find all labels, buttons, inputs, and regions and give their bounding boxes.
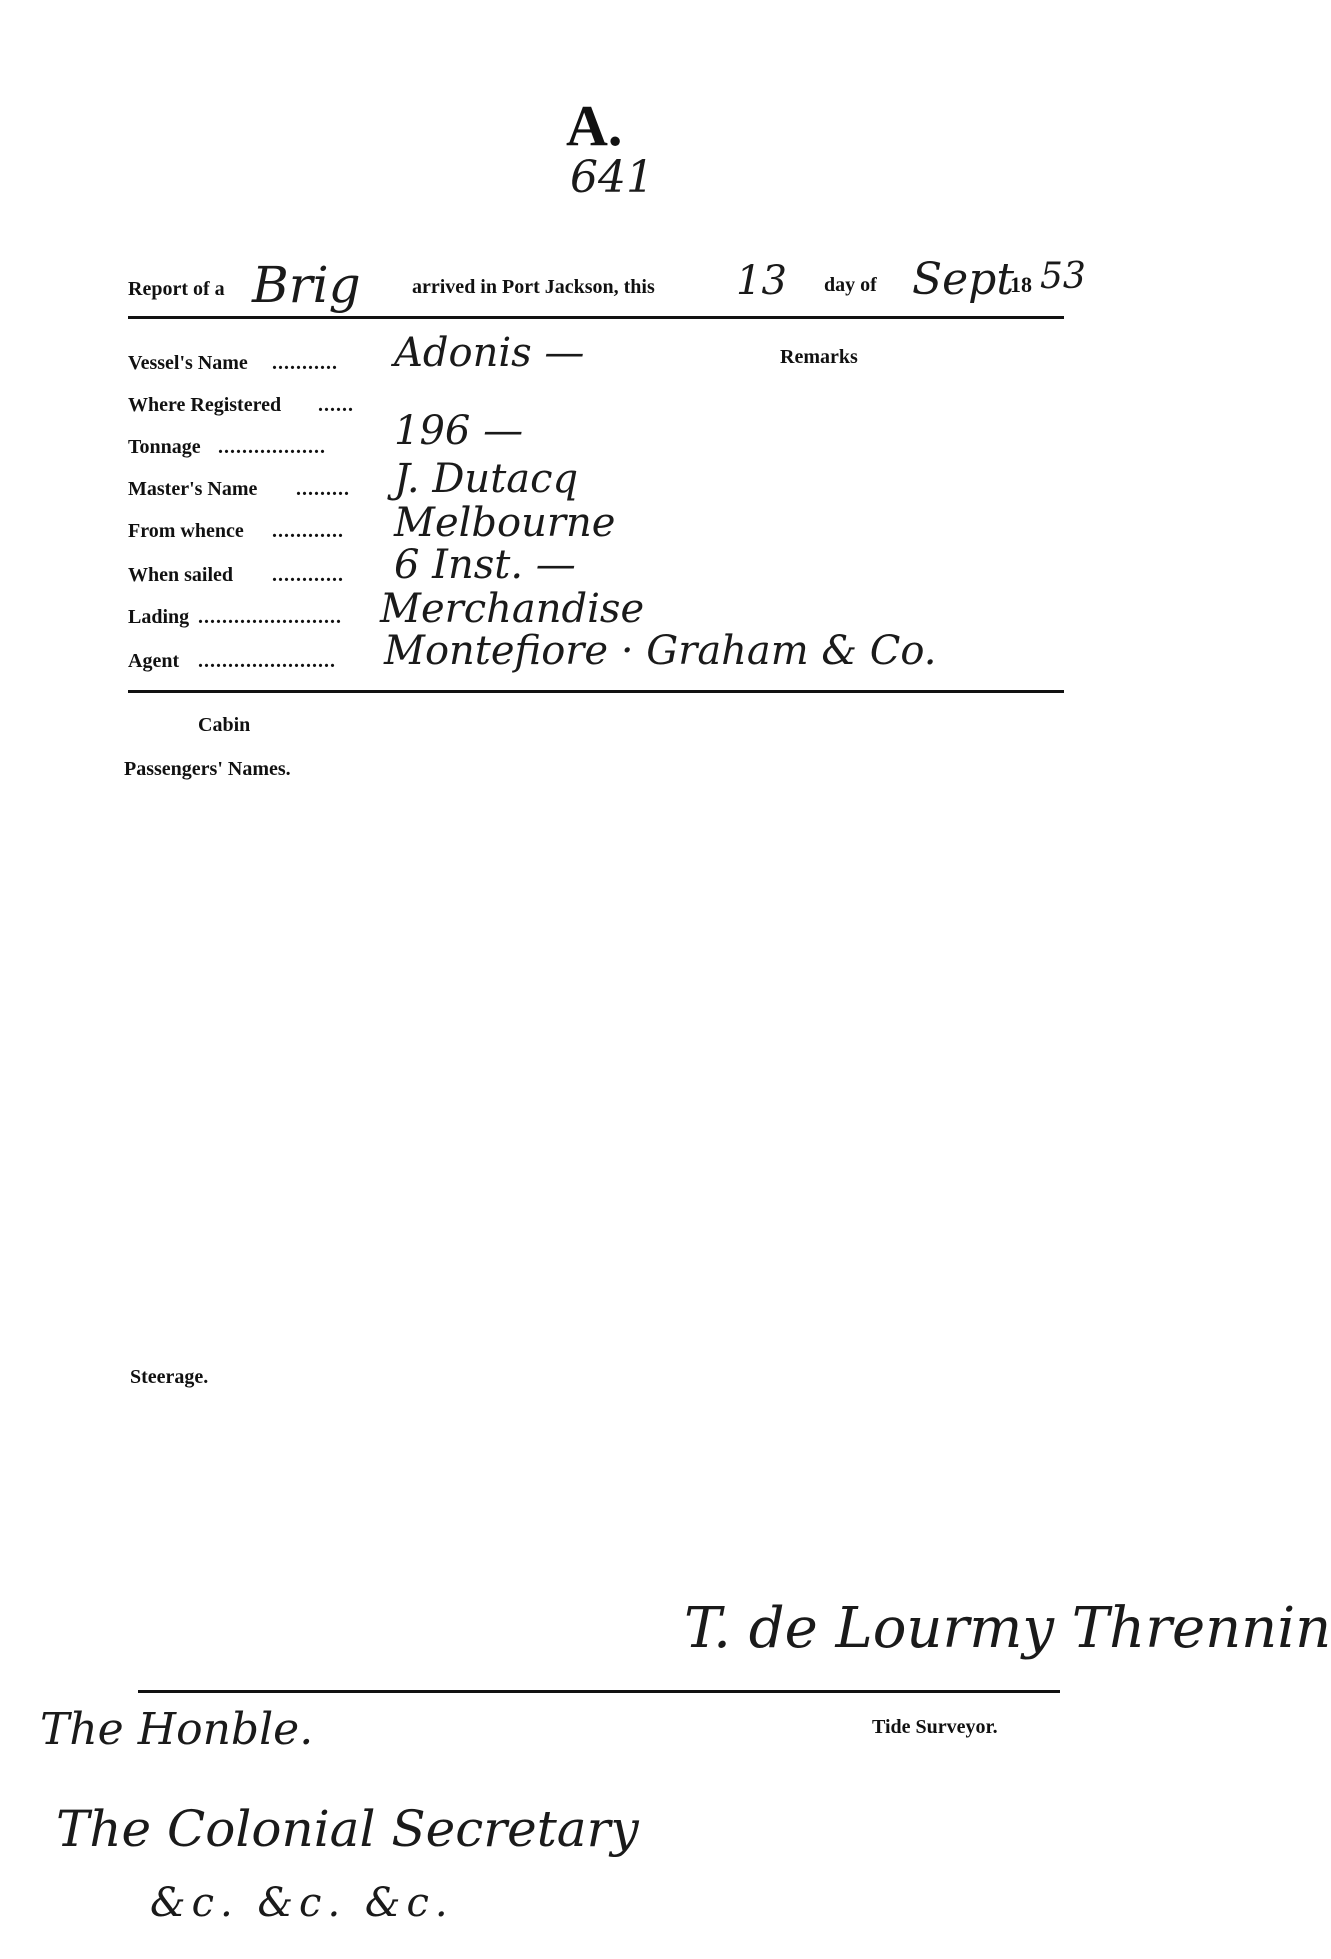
field-label: Tonnage <box>128 436 201 458</box>
passengers-label: Passengers' Names. <box>124 758 291 780</box>
header-rule <box>128 316 1064 319</box>
field-label: When sailed <box>128 564 234 586</box>
field-value: J. Dutacq <box>394 456 579 502</box>
reference-number: 641 <box>570 152 654 203</box>
field-value: Adonis — <box>394 330 585 376</box>
vessel-type-value: Brig <box>252 256 361 314</box>
month-value: Sept <box>912 254 1015 305</box>
field-leader: ........................ <box>198 606 342 628</box>
address-line-2: The Colonial Secretary <box>56 1800 639 1858</box>
surveyor-label: Tide Surveyor. <box>872 1716 998 1738</box>
fields-rule <box>128 690 1064 693</box>
field-leader: ......... <box>296 478 350 500</box>
field-label: Agent <box>128 650 180 672</box>
field-leader: ........... <box>272 352 338 374</box>
field-label: From whence <box>128 520 244 542</box>
field-leader: ....................... <box>198 650 336 672</box>
field-leader: .................. <box>218 436 326 458</box>
field-value: Merchandise <box>380 586 645 632</box>
remarks-label: Remarks <box>780 346 858 368</box>
address-line-1: The Honble. <box>40 1704 314 1755</box>
field-label: Where Registered <box>128 394 282 416</box>
field-leader: ............ <box>272 564 344 586</box>
day-value: 13 <box>736 258 787 304</box>
form-title: A. <box>566 93 623 158</box>
address-line-3: &c. &c. &c. <box>150 1880 454 1926</box>
year-printed: 18 <box>1010 272 1032 297</box>
day-label: day of <box>824 274 877 296</box>
steerage-label: Steerage. <box>130 1366 209 1388</box>
field-value: Melbourne <box>394 500 616 546</box>
cabin-label: Cabin <box>198 714 251 736</box>
signature-rule <box>138 1690 1060 1693</box>
surveyor-signature: T. de Lourmy Thrennin <box>684 1596 1331 1661</box>
field-value: Montefiore · Graham & Co. <box>384 628 937 674</box>
field-value: 6 Inst. — <box>394 542 576 588</box>
field-leader: ............ <box>272 520 344 542</box>
year-written: 53 <box>1040 256 1086 297</box>
field-label: Vessel's Name <box>128 352 248 374</box>
field-leader: ...... <box>318 394 354 416</box>
field-value: 196 — <box>394 408 524 454</box>
field-label: Master's Name <box>128 478 258 500</box>
field-label: Lading <box>128 606 190 628</box>
report-prefix: Report of a <box>128 278 225 300</box>
report-mid: arrived in Port Jackson, this <box>412 276 655 298</box>
